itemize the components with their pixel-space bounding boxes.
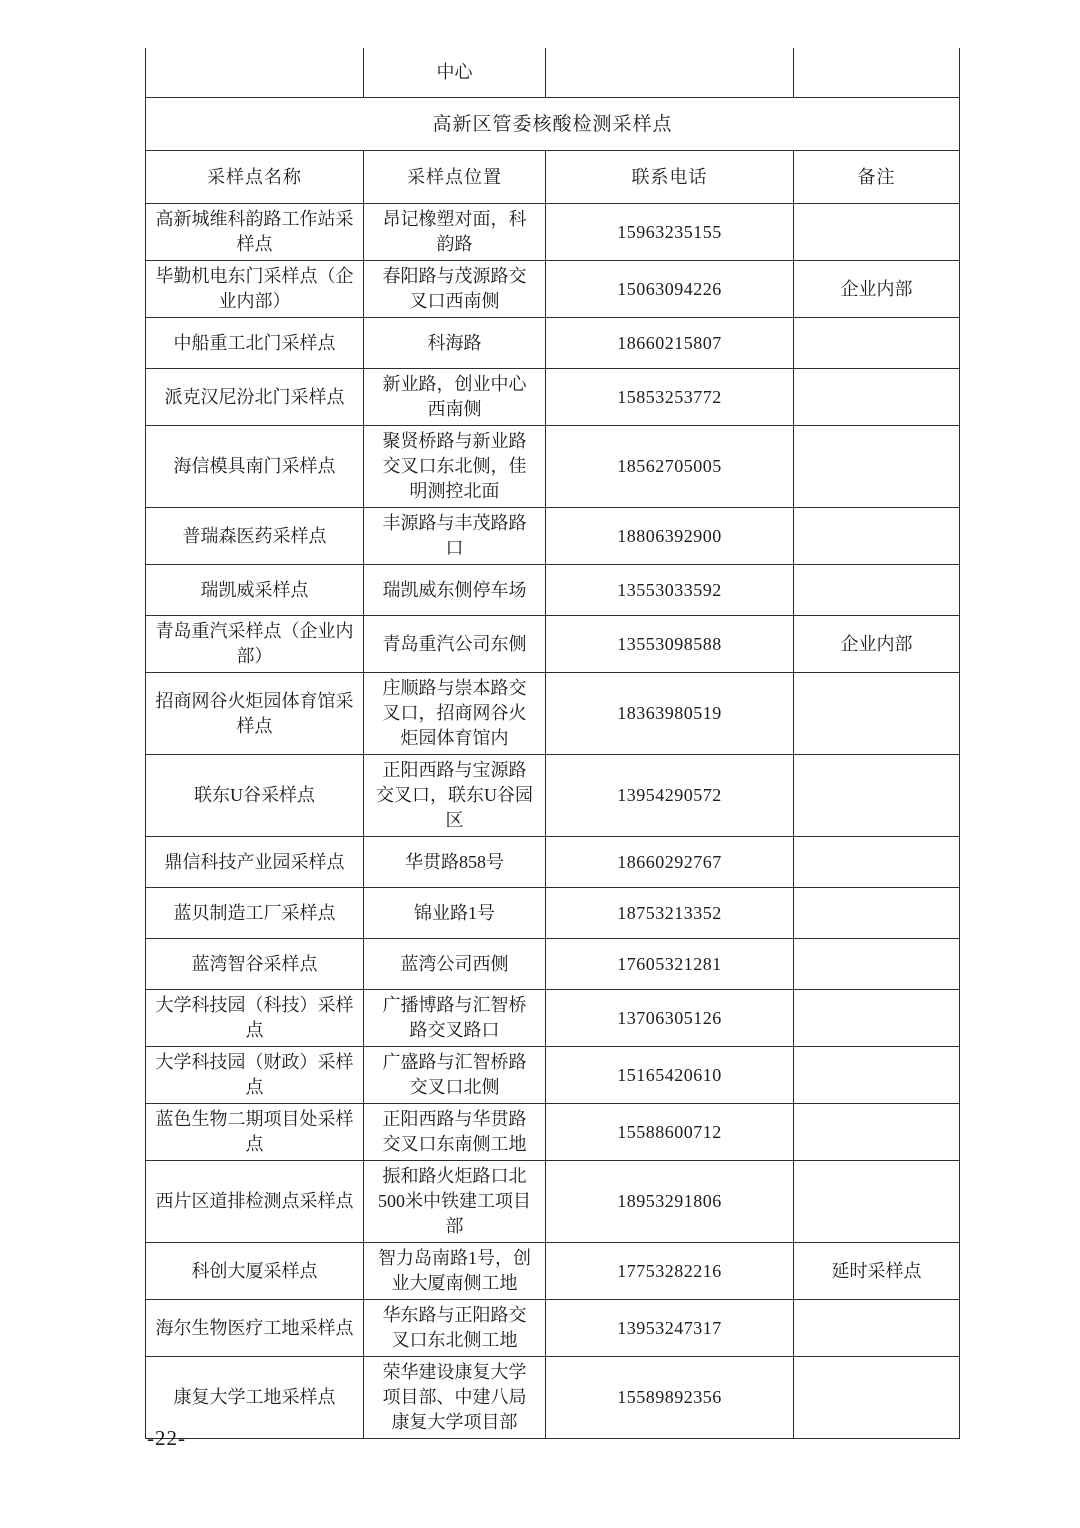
site-location-cell: 华贯路858号 xyxy=(364,837,546,888)
continuation-cell-phone xyxy=(546,48,794,98)
continuation-cell-location: 中心 xyxy=(364,48,546,98)
contact-phone-cell: 17753282216 xyxy=(546,1243,794,1300)
note-cell xyxy=(794,837,960,888)
site-location-cell: 蓝湾公司西侧 xyxy=(364,939,546,990)
header-note: 备注 xyxy=(794,151,960,204)
table-title-row xyxy=(146,98,960,151)
note-cell xyxy=(794,673,960,755)
table-row xyxy=(146,755,960,837)
header-site-name: 采样点名称 xyxy=(146,151,364,204)
note-cell xyxy=(794,565,960,616)
continuation-row xyxy=(146,48,960,98)
table-row xyxy=(146,990,960,1047)
note-cell xyxy=(794,1300,960,1357)
contact-phone-cell: 15589892356 xyxy=(546,1357,794,1439)
site-location-cell: 青岛重汽公司东侧 xyxy=(364,616,546,673)
table-row xyxy=(146,1161,960,1243)
sampling-points-table xyxy=(145,48,960,1439)
table-title: 高新区管委核酸检测采样点 xyxy=(146,98,960,151)
site-name-cell: 蓝湾智谷采样点 xyxy=(146,939,364,990)
site-location-cell: 瑞凯威东侧停车场 xyxy=(364,565,546,616)
contact-phone-cell: 13954290572 xyxy=(546,755,794,837)
table-row xyxy=(146,1047,960,1104)
contact-phone-cell: 18953291806 xyxy=(546,1161,794,1243)
site-name-cell: 鼎信科技产业园采样点 xyxy=(146,837,364,888)
note-cell xyxy=(794,1047,960,1104)
contact-phone-cell: 15063094226 xyxy=(546,261,794,318)
site-name-cell: 普瑞森医药采样点 xyxy=(146,508,364,565)
site-name-cell: 联东U谷采样点 xyxy=(146,755,364,837)
note-cell: 企业内部 xyxy=(794,616,960,673)
site-location-cell: 春阳路与茂源路交叉口西南侧 xyxy=(364,261,546,318)
site-location-cell: 正阳西路与宝源路交叉口，联东U谷园区 xyxy=(364,755,546,837)
note-cell: 企业内部 xyxy=(794,261,960,318)
contact-phone-cell: 17605321281 xyxy=(546,939,794,990)
site-location-cell: 科海路 xyxy=(364,318,546,369)
note-cell xyxy=(794,369,960,426)
site-location-cell: 振和路火炬路口北500米中铁建工项目部 xyxy=(364,1161,546,1243)
contact-phone-cell: 18562705005 xyxy=(546,426,794,508)
note-cell xyxy=(794,1357,960,1439)
contact-phone-cell: 13953247317 xyxy=(546,1300,794,1357)
site-location-cell: 丰源路与丰茂路路口 xyxy=(364,508,546,565)
contact-phone-cell: 18753213352 xyxy=(546,888,794,939)
continuation-cell-name xyxy=(146,48,364,98)
site-name-cell: 蓝色生物二期项目处采样点 xyxy=(146,1104,364,1161)
note-cell: 延时采样点 xyxy=(794,1243,960,1300)
site-name-cell: 毕勤机电东门采样点（企业内部） xyxy=(146,261,364,318)
contact-phone-cell: 15588600712 xyxy=(546,1104,794,1161)
contact-phone-cell: 15963235155 xyxy=(546,204,794,261)
site-location-cell: 聚贤桥路与新业路交叉口东北侧，佳明测控北面 xyxy=(364,426,546,508)
site-name-cell: 高新城维科韵路工作站采样点 xyxy=(146,204,364,261)
contact-phone-cell: 18660292767 xyxy=(546,837,794,888)
table-row xyxy=(146,565,960,616)
site-location-cell: 智力岛南路1号，创业大厦南侧工地 xyxy=(364,1243,546,1300)
table-body xyxy=(146,204,960,1439)
site-name-cell: 蓝贝制造工厂采样点 xyxy=(146,888,364,939)
table-header-row xyxy=(146,151,960,204)
contact-phone-cell: 18806392900 xyxy=(546,508,794,565)
site-name-cell: 海信模具南门采样点 xyxy=(146,426,364,508)
header-contact-phone: 联系电话 xyxy=(546,151,794,204)
note-cell xyxy=(794,755,960,837)
note-cell xyxy=(794,508,960,565)
header-site-location: 采样点位置 xyxy=(364,151,546,204)
site-name-cell: 科创大厦采样点 xyxy=(146,1243,364,1300)
site-name-cell: 康复大学工地采样点 xyxy=(146,1357,364,1439)
table-row xyxy=(146,1357,960,1439)
contact-phone-cell: 13553098588 xyxy=(546,616,794,673)
table-row xyxy=(146,261,960,318)
site-name-cell: 招商网谷火炬园体育馆采样点 xyxy=(146,673,364,755)
note-cell xyxy=(794,1104,960,1161)
note-cell xyxy=(794,426,960,508)
site-name-cell: 大学科技园（财政）采样点 xyxy=(146,1047,364,1104)
contact-phone-cell: 18660215807 xyxy=(546,318,794,369)
table-row xyxy=(146,888,960,939)
site-name-cell: 中船重工北门采样点 xyxy=(146,318,364,369)
table-row xyxy=(146,508,960,565)
page-number: -22- xyxy=(147,1426,186,1450)
note-cell xyxy=(794,204,960,261)
table-row xyxy=(146,369,960,426)
site-location-cell: 庄顺路与崇本路交叉口，招商网谷火炬园体育馆内 xyxy=(364,673,546,755)
site-location-cell: 广盛路与汇智桥路交叉口北侧 xyxy=(364,1047,546,1104)
table-row xyxy=(146,318,960,369)
table-row xyxy=(146,1243,960,1300)
contact-phone-cell: 13553033592 xyxy=(546,565,794,616)
contact-phone-cell: 18363980519 xyxy=(546,673,794,755)
table-row xyxy=(146,837,960,888)
site-location-cell: 昂记橡塑对面，科韵路 xyxy=(364,204,546,261)
site-location-cell: 广播博路与汇智桥路交叉路口 xyxy=(364,990,546,1047)
table-row xyxy=(146,673,960,755)
contact-phone-cell: 13706305126 xyxy=(546,990,794,1047)
continuation-cell-note xyxy=(794,48,960,98)
note-cell xyxy=(794,1161,960,1243)
site-location-cell: 正阳西路与华贯路交叉口东南侧工地 xyxy=(364,1104,546,1161)
contact-phone-cell: 15165420610 xyxy=(546,1047,794,1104)
note-cell xyxy=(794,888,960,939)
table-row xyxy=(146,616,960,673)
contact-phone-cell: 15853253772 xyxy=(546,369,794,426)
site-name-cell: 大学科技园（科技）采样点 xyxy=(146,990,364,1047)
table-head-section xyxy=(146,48,960,204)
site-location-cell: 新业路，创业中心西南侧 xyxy=(364,369,546,426)
table-row xyxy=(146,204,960,261)
site-location-cell: 华东路与正阳路交叉口东北侧工地 xyxy=(364,1300,546,1357)
table-row xyxy=(146,939,960,990)
note-cell xyxy=(794,990,960,1047)
site-name-cell: 西片区道排检测点采样点 xyxy=(146,1161,364,1243)
note-cell xyxy=(794,939,960,990)
table-row xyxy=(146,426,960,508)
table-row xyxy=(146,1300,960,1357)
site-name-cell: 派克汉尼汾北门采样点 xyxy=(146,369,364,426)
table-row xyxy=(146,1104,960,1161)
site-name-cell: 海尔生物医疗工地采样点 xyxy=(146,1300,364,1357)
site-name-cell: 青岛重汽采样点（企业内部） xyxy=(146,616,364,673)
site-location-cell: 锦业路1号 xyxy=(364,888,546,939)
note-cell xyxy=(794,318,960,369)
site-location-cell: 荣华建设康复大学项目部、中建八局康复大学项目部 xyxy=(364,1357,546,1439)
site-name-cell: 瑞凯威采样点 xyxy=(146,565,364,616)
